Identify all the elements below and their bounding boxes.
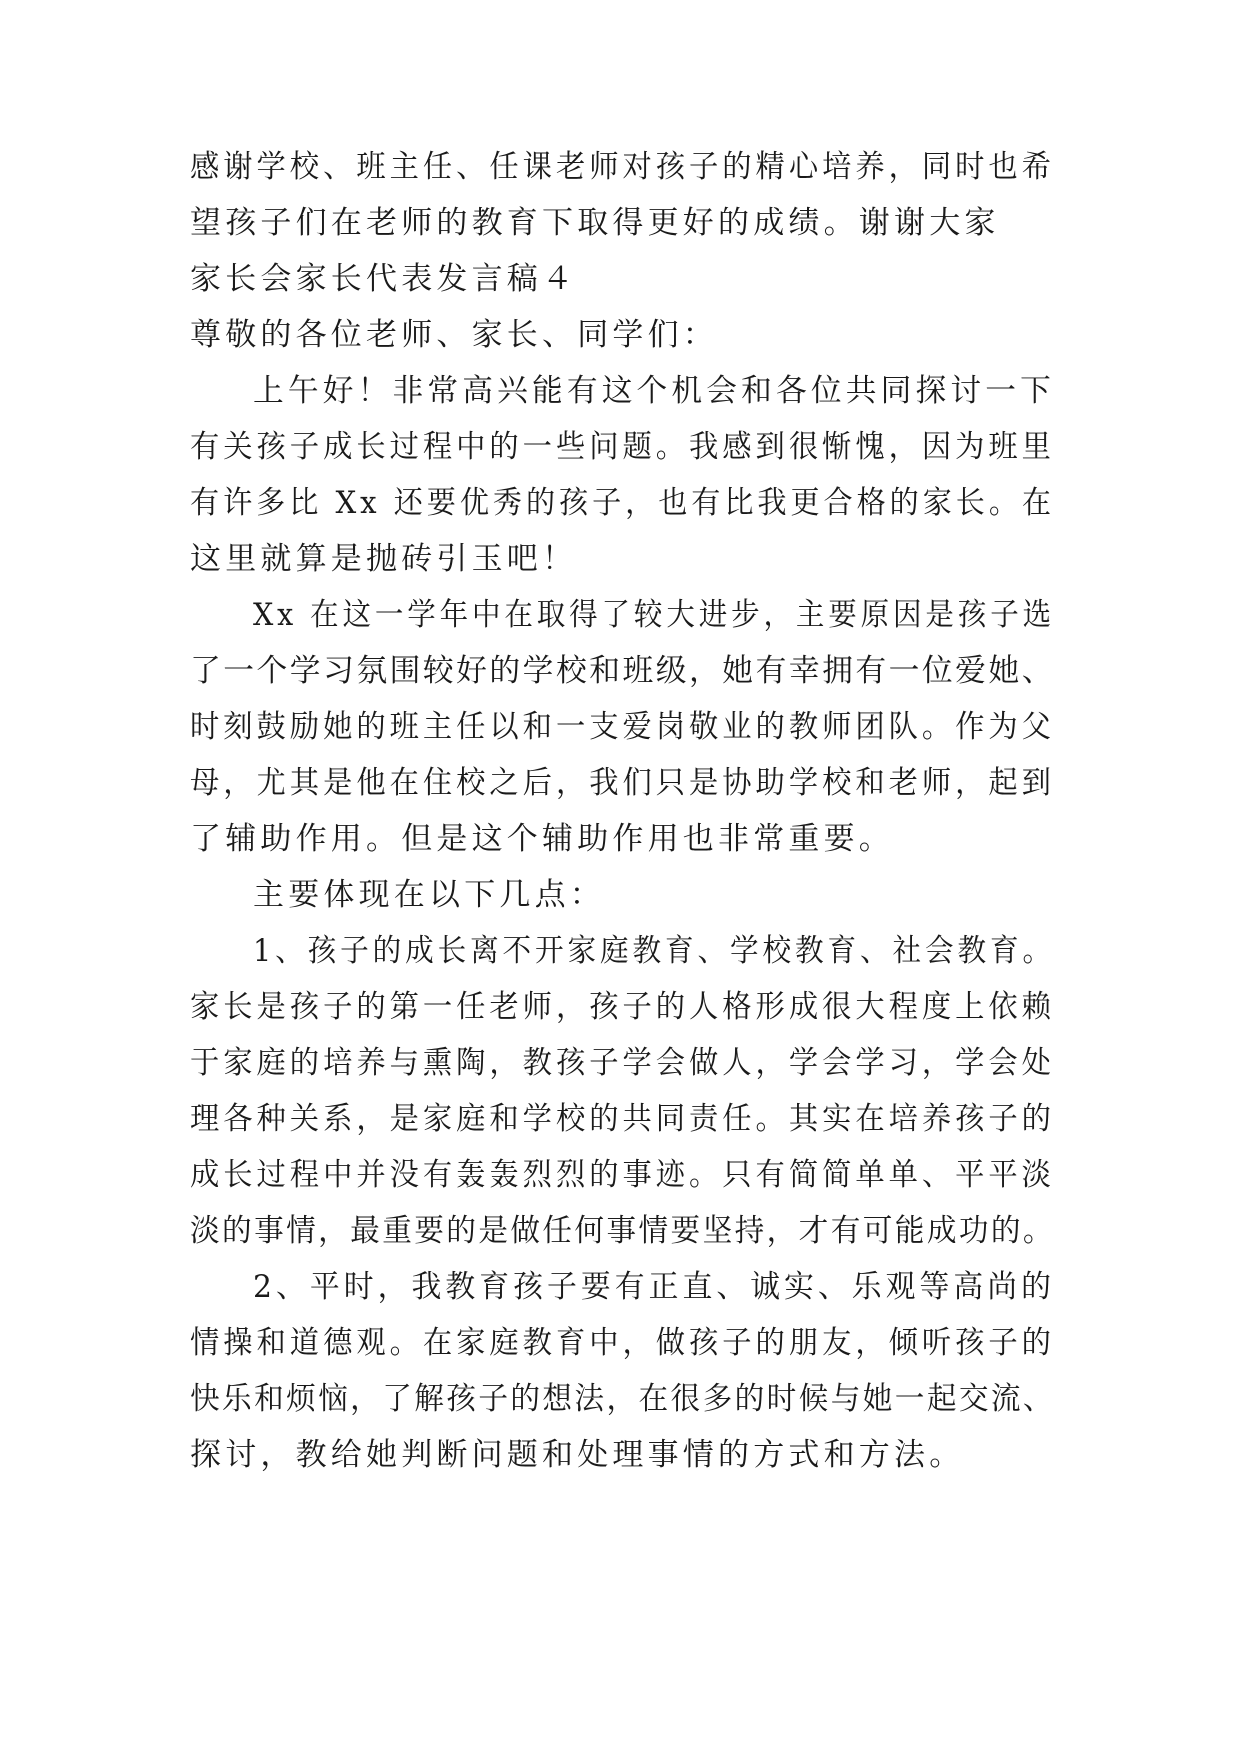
section-heading: 家长会家长代表发言稿４ <box>190 261 578 297</box>
paragraph-line: 主要体现在以下几点： <box>253 877 605 913</box>
paragraph-line: 这里就算是抛砖引玉吧！ <box>190 541 578 577</box>
salutation: 尊敬的各位老师、家长、同学们： <box>190 317 718 353</box>
paragraph-line: 感谢学校、班主任、任课老师对孩子的精心培养，同时也希 <box>190 149 1055 185</box>
list-item-2: 2、平时，我教育孩子要有正直、诚实、乐观等高尚的 <box>253 1269 1056 1305</box>
paragraph-line: 于家庭的培养与熏陶，教孩子学会做人，学会学习，学会处 <box>190 1045 1055 1081</box>
paragraph-line: 望孩子们在老师的教育下取得更好的成绩。谢谢大家 <box>190 205 1000 241</box>
paragraph-line: 有许多比 Xx 还要优秀的孩子，也有比我更合格的家长。在 <box>190 485 1055 521</box>
paragraph-line: Xx 在这一学年中在取得了较大进步，主要原因是孩子选 <box>253 597 1055 633</box>
paragraph-line: 理各种关系，是家庭和学校的共同责任。其实在培养孩子的 <box>190 1101 1055 1137</box>
paragraph-line: 成长过程中并没有轰轰烈烈的事迹。只有简简单单、平平淡 <box>190 1157 1055 1193</box>
paragraph-line: 淡的事情，最重要的是做任何事情要坚持，才有可能成功的。 <box>190 1213 1055 1249</box>
paragraph-line: 探讨，教给她判断问题和处理事情的方式和方法。 <box>190 1437 965 1473</box>
paragraph-line: 了一个学习氛围较好的学校和班级，她有幸拥有一位爱她、 <box>190 653 1055 689</box>
paragraph-line: 时刻鼓励她的班主任以和一支爱岗敬业的教师团队。作为父 <box>190 709 1055 745</box>
paragraph-line: 上午好！非常高兴能有这个机会和各位共同探讨一下 <box>253 373 1055 409</box>
paragraph-line: 情操和道德观。在家庭教育中，做孩子的朋友，倾听孩子的 <box>190 1325 1055 1361</box>
paragraph-line: 了辅助作用。但是这个辅助作用也非常重要。 <box>190 821 894 857</box>
paragraph-line: 有关孩子成长过程中的一些问题。我感到很惭愧，因为班里 <box>190 429 1055 465</box>
paragraph-line: 母，尤其是他在住校之后，我们只是协助学校和老师，起到 <box>190 765 1055 801</box>
paragraph-line: 快乐和烦恼，了解孩子的想法，在很多的时候与她一起交流、 <box>190 1381 1055 1417</box>
paragraph-line: 家长是孩子的第一任老师，孩子的人格形成很大程度上依赖 <box>190 989 1055 1025</box>
list-item-1: 1、孩子的成长离不开家庭教育、学校教育、社会教育。 <box>253 933 1056 969</box>
